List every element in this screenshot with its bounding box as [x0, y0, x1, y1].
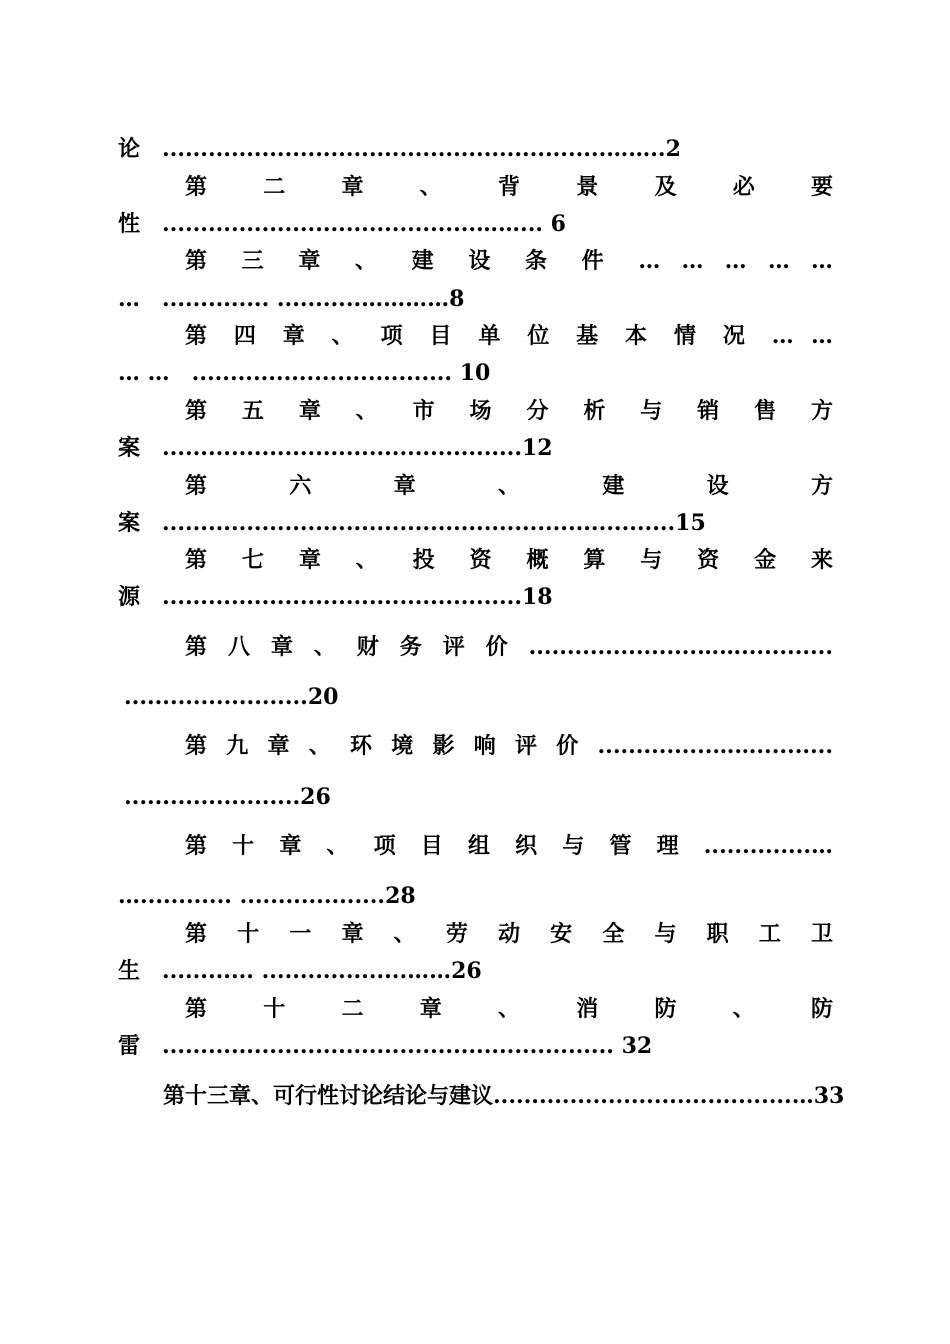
toc-entry-2-lead: 性 — [118, 211, 141, 237]
toc-entry-6-dots: ...................................................................15 — [162, 510, 706, 536]
toc-entry-7-dots: ...............................................18 — [162, 584, 553, 610]
toc-entry-8-page — [124, 682, 839, 712]
toc-entry-2-dots: .........................................……... 6 — [162, 211, 566, 237]
toc-entry-4-title: 第 四 章 、 项 目 单 位 基 本 情 况 … … — [185, 323, 833, 349]
toc-entry-10-dots: …............ ...................28 — [118, 883, 416, 909]
toc-entry-3-title: 第 三 章 、 建 设 条 件 … … … … … — [185, 248, 833, 274]
toc-entry-12-lead: 雷 — [118, 1033, 141, 1059]
toc-entry-4-page — [118, 358, 833, 388]
toc-entry-2-page — [118, 209, 833, 239]
toc-entry-11-page — [118, 956, 833, 986]
toc-entry-9-title: 第 九 章 、 环 境 影 响 评 价 ...............…….......... — [185, 733, 833, 759]
toc-entry-4-dots: .................................. 10 — [191, 360, 491, 386]
toc-entry-12-page — [118, 1031, 833, 1061]
toc-entry-6-page — [118, 508, 833, 538]
toc-entry-9-page — [124, 782, 839, 812]
toc-entry-5-title: 第 五 章 、 市 场 分 析 与 销 售 方 — [185, 398, 833, 424]
toc-entry-5-lead: 案 — [118, 435, 141, 461]
toc-entry-7-title: 第 七 章 、 投 资 概 算 与 资 金 来 — [185, 547, 833, 573]
toc-entry-8-title: 第 八 章 、 财 务 评 价 ......................……............ — [185, 634, 833, 660]
toc-entry-3-page — [118, 284, 833, 314]
toc-entry-1-page — [118, 134, 833, 164]
toc-entry-2-title: 第 二 章 、 背 景 及 必 要 — [185, 174, 833, 200]
toc-entry-11-lead: 生 — [118, 958, 141, 984]
toc-entry-12-dots: ........................................................... 32 — [162, 1033, 653, 1059]
toc-entry-8-dots: ........................20 — [124, 684, 339, 710]
toc-entry-11-dots: ............ ...................……26 — [162, 958, 482, 984]
toc-entry-6-title: 第 六 章 、 建 设 方 — [185, 473, 833, 499]
toc-entry-1-lead: 论 — [118, 136, 141, 162]
toc-entry-6-lead: 案 — [118, 510, 141, 536]
toc-entry-9-dots: .......................26 — [124, 784, 331, 810]
toc-entry-7-page — [118, 582, 833, 612]
toc-entry-5-page — [118, 433, 833, 463]
toc-entry-5-dots: ...............................................12 — [162, 435, 553, 461]
toc-entry-12-title: 第 十 二 章 、 消 防 、 防 — [185, 996, 833, 1022]
toc-entry-10-page — [118, 881, 833, 911]
toc-entry-3-lead: … — [118, 286, 140, 312]
toc-entry-10-title: 第 十 章 、 项 目 组 织 与 管 理 ..............… — [185, 833, 833, 859]
toc-entry-1-dots: ..........................................................……..2 — [162, 136, 681, 162]
toc-entry-7-lead: 源 — [118, 584, 141, 610]
toc-entry-13: 第十三章、可行性讨论结论与建议.......................................…33 — [163, 1083, 845, 1109]
toc-entry-4-lead: … … — [118, 360, 170, 386]
toc-entry-3-dots: .............. ...........…………8 — [162, 286, 465, 312]
toc-entry-11-title: 第 十 一 章 、 劳 动 安 全 与 职 工 卫 — [185, 921, 833, 947]
